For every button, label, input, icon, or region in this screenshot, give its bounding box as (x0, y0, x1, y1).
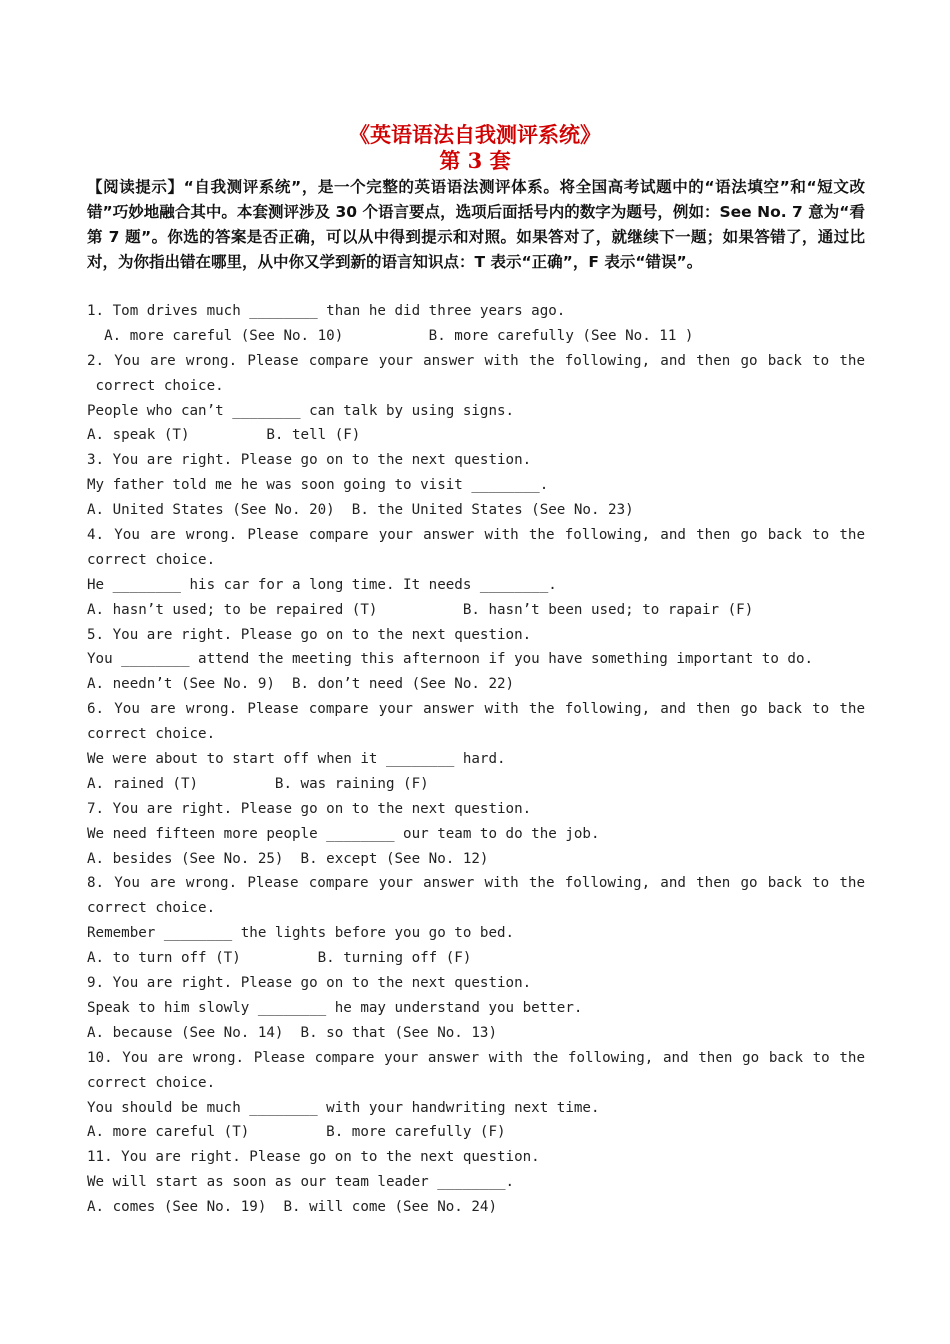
text-line: We need fifteen more people ________ our team to do the job. (87, 825, 600, 842)
text-line: A. needn’t (See No. 9) B. don’t need (See No. 22) (87, 676, 515, 693)
document-subtitle: 第 3 套 (439, 148, 511, 173)
text-line: 3. You are right. Please go on to the next question. (87, 452, 532, 469)
text-line: My father told me he was soon going to visit ________. (87, 477, 549, 494)
text-line: 9. You are right. Please go on to the next question. (87, 975, 532, 992)
text-line: Speak to him slowly ________ he may understand you better. (87, 999, 583, 1016)
text-line: A. hasn’t used; to be repaired (T) B. hasn’t been used; to rapair (F) (87, 601, 754, 618)
text-line: 11. You are right. Please go on to the next question. (87, 1149, 540, 1166)
text-line: A. because (See No. 14) B. so that (See No. 13) (87, 1024, 497, 1041)
text-line: correct choice. (87, 1074, 216, 1091)
text-line: We will start as soon as our team leader ________. (87, 1174, 515, 1191)
text-line: He ________ his car for a long time. It needs ________. (87, 576, 557, 593)
reading-tip-paragraph: 【阅读提示】“自我测评系统”，是一个完整的英语语法测评体系。将全国高考试题中的“语法填空”和“短文改错”巧妙地融合其中。本套测评涉及 30 个语言要点，选项后面括号内的数字为题号，例如：See No. 7 意为“看第 7 题”。你选的答案是否正确，可以从中得到提示和对照。如果答对了，就继续下一题；如果答错了，通过比对，为你指出错在哪里，从中你又学到新的语言知识点：T 表示“正确”，F 表示“错误”。 (87, 178, 865, 271)
text-line: correct choice. (87, 551, 216, 568)
text-line: We were about to start off when it ________ hard. (87, 751, 506, 768)
text-line: correct choice. (87, 377, 224, 394)
document-title: 《英语语法自我测评系统》 (349, 122, 601, 147)
question-list (87, 299, 865, 1220)
text-line: A. to turn off (T) B. turning off (F) (87, 950, 472, 967)
text-line: 8. You are wrong. Please compare your answer with the following, and then go back to the (87, 875, 865, 892)
text-line: People who can’t ________ can talk by using signs. (87, 402, 515, 419)
text-line: A. more careful (T) B. more carefully (F) (87, 1124, 506, 1141)
text-line: 7. You are right. Please go on to the next question. (87, 800, 532, 817)
text-line: Remember ________ the lights before you go to bed. (87, 925, 515, 942)
text-line: A. speak (T) B. tell (F) (87, 427, 361, 444)
text-line: 4. You are wrong. Please compare your answer with the following, and then go back to the (87, 527, 865, 544)
text-line: A. besides (See No. 25) B. except (See No. 12) (87, 850, 489, 867)
text-line: correct choice. (87, 726, 216, 743)
text-line: 2. You are wrong. Please compare your answer with the following, and then go back to the (87, 352, 865, 369)
text-line: A. more careful (See No. 10) B. more carefully (See No. 11 ) (87, 327, 694, 344)
text-line: A. comes (See No. 19) B. will come (See No. 24) (87, 1199, 497, 1216)
text-line: A. rained (T) B. was raining (F) (87, 775, 429, 792)
text-line: 5. You are right. Please go on to the next question. (87, 626, 532, 643)
text-line: 1. Tom drives much ________ than he did three years ago. (87, 303, 566, 319)
text-line: correct choice. (87, 900, 216, 917)
text-line: A. United States (See No. 20) B. the United States (See No. 23) (87, 502, 634, 519)
text-line: 10. You are wrong. Please compare your answer with the following, and then go back to the (87, 1049, 865, 1066)
text-line: You should be much ________ with your handwriting next time. (87, 1099, 600, 1116)
text-line: You ________ attend the meeting this afternoon if you have something important to do. (87, 651, 814, 668)
text-line: 6. You are wrong. Please compare your answer with the following, and then go back to the (87, 701, 865, 718)
